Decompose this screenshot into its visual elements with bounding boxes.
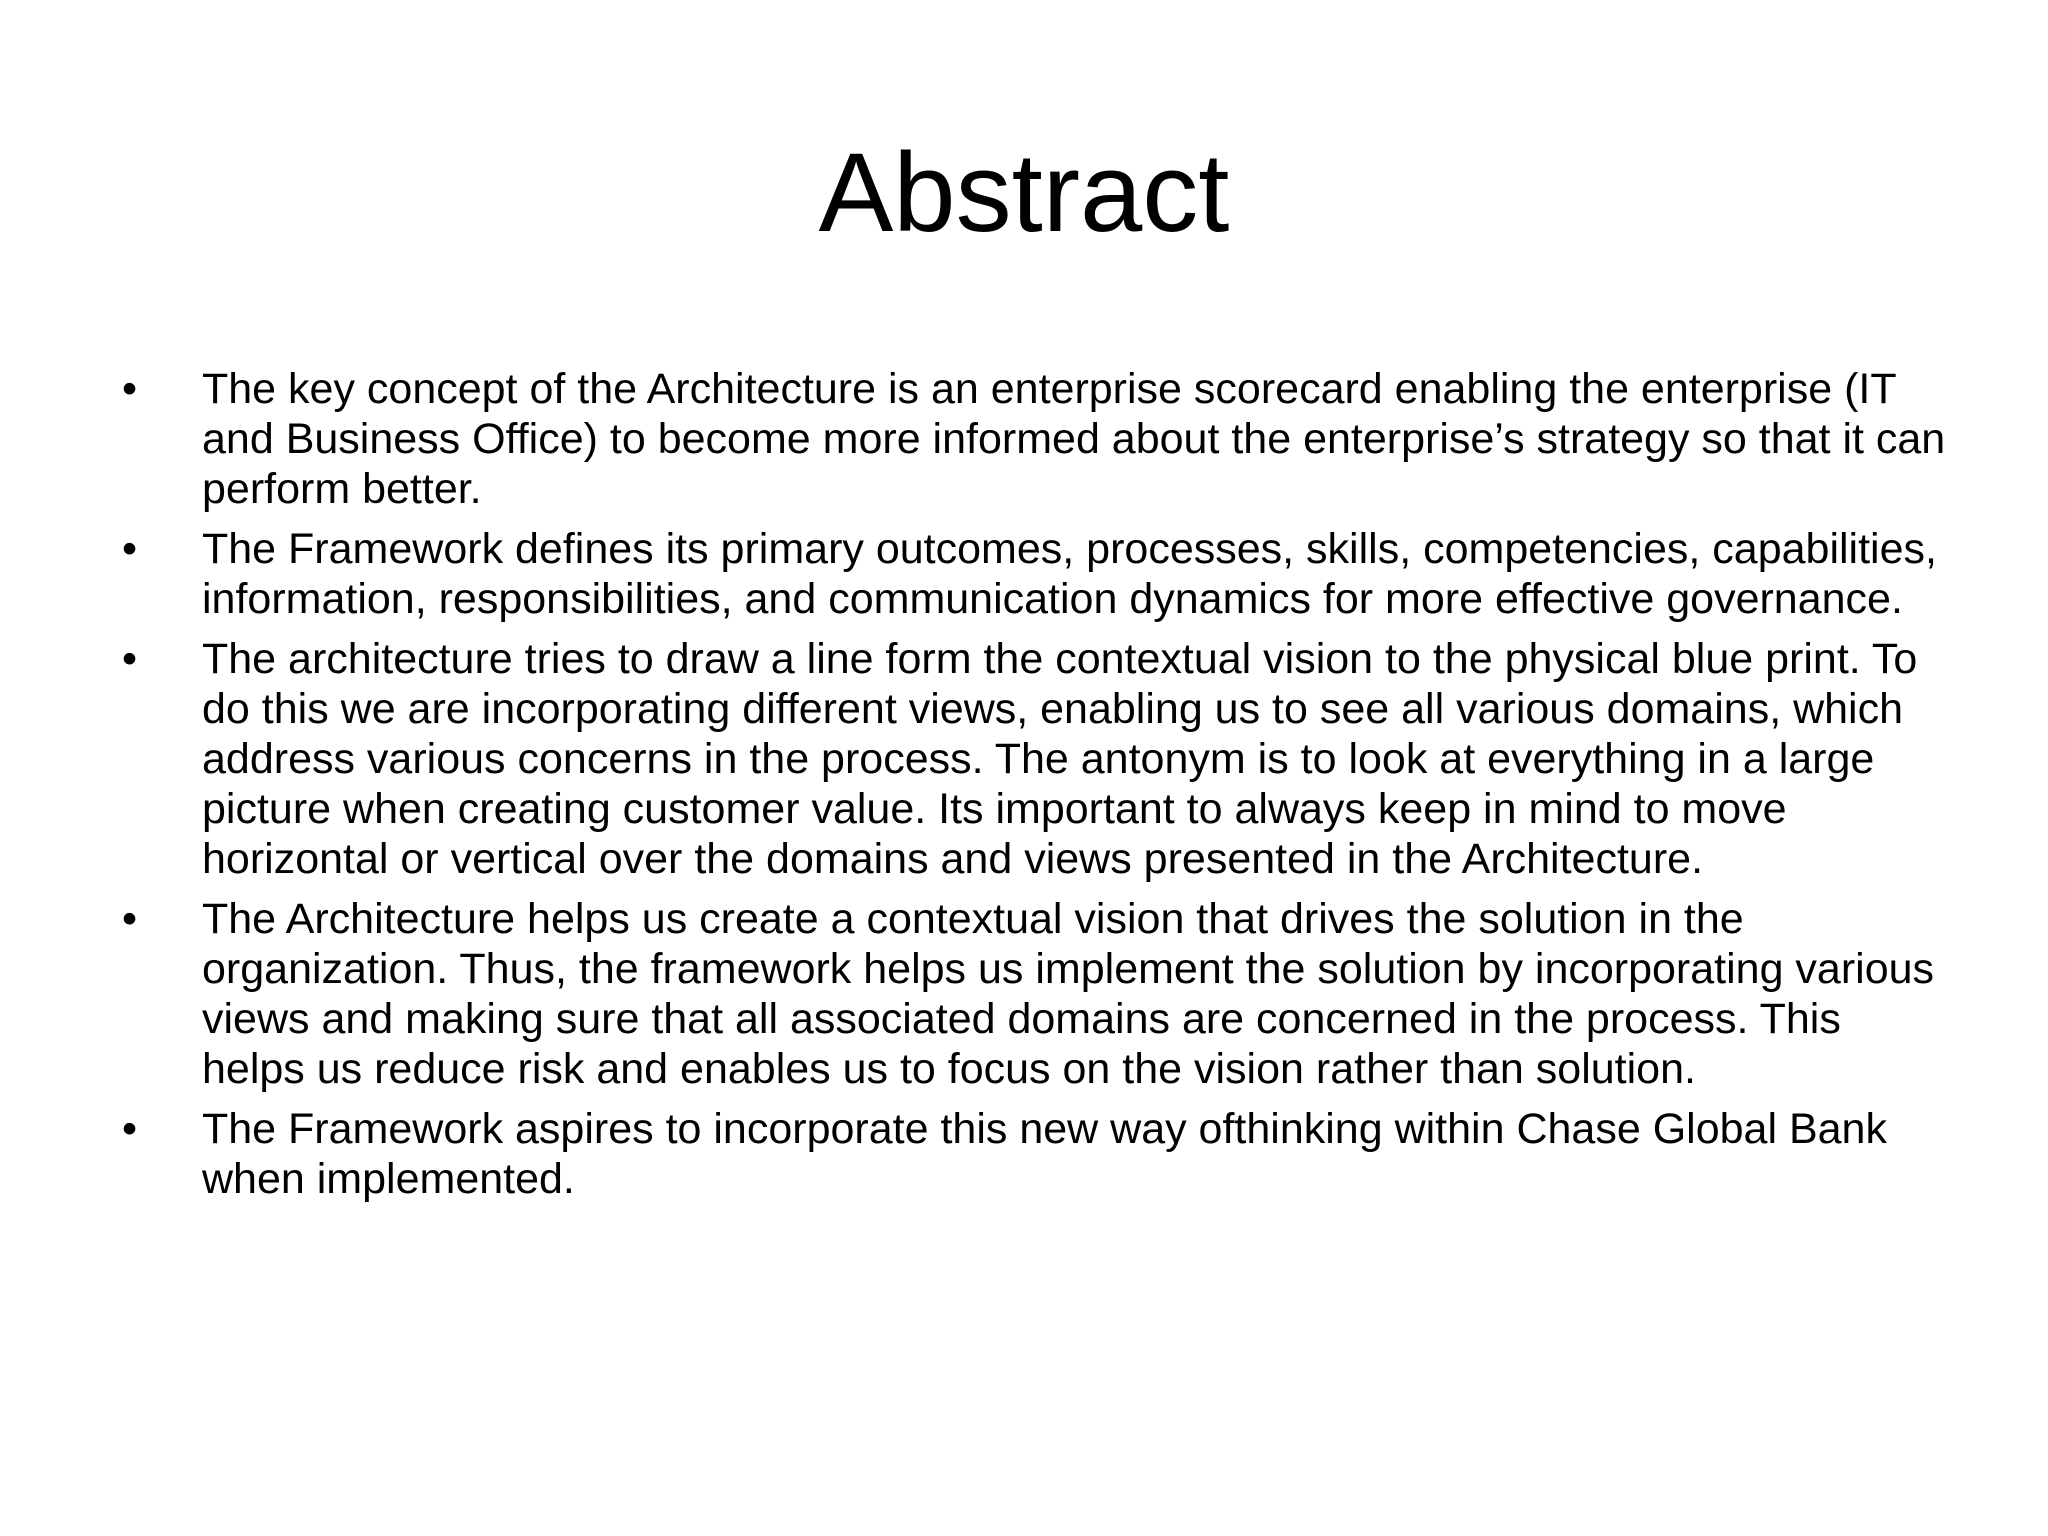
bullet-icon: • xyxy=(122,525,138,573)
bullet-text: The Architecture helps us create a contextual vision that drives the solution in the organization. Thus, the framework helps us implement the solution by incorporating various views and making sure that all associated domains are concerned in the process. This helps us reduce risk and enables us to focus on the vision rather than solution. xyxy=(202,895,1935,1093)
bullet-text: The Framework defines its primary outcomes, processes, skills, competencies, capabilities, information, responsibilities, and communication dynamics for more effective governance. xyxy=(202,525,1937,623)
bullet-item xyxy=(120,1104,1950,1204)
bullet-icon: • xyxy=(122,1105,138,1153)
bullet-icon: • xyxy=(122,365,138,413)
slide-title: Abstract xyxy=(818,130,1230,255)
bullet-item xyxy=(120,364,1950,514)
bullet-text: The key concept of the Architecture is an enterprise scorecard enabling the enterprise (IT and Business Office) to become more informed about the enterprise’s strategy so that it can perform better. xyxy=(202,365,1946,513)
bullet-item xyxy=(120,634,1950,884)
bullet-list xyxy=(120,364,1950,1214)
bullet-text: The architecture tries to draw a line form the contextual vision to the physical blue print. To do this we are incorporating different views, enabling us to see all various domains, which address various concerns in the process. The antonym is to look at everything in a large picture when creating customer value. Its important to always keep in mind to move horizontal or vertical over the domains and views presented in the Architecture. xyxy=(202,635,1918,883)
bullet-icon: • xyxy=(122,635,138,683)
bullet-item xyxy=(120,894,1950,1094)
bullet-icon: • xyxy=(122,895,138,943)
bullet-item xyxy=(120,524,1950,624)
bullet-text: The Framework aspires to incorporate this new way ofthinking within Chase Global Bank when implemented. xyxy=(202,1105,1887,1203)
